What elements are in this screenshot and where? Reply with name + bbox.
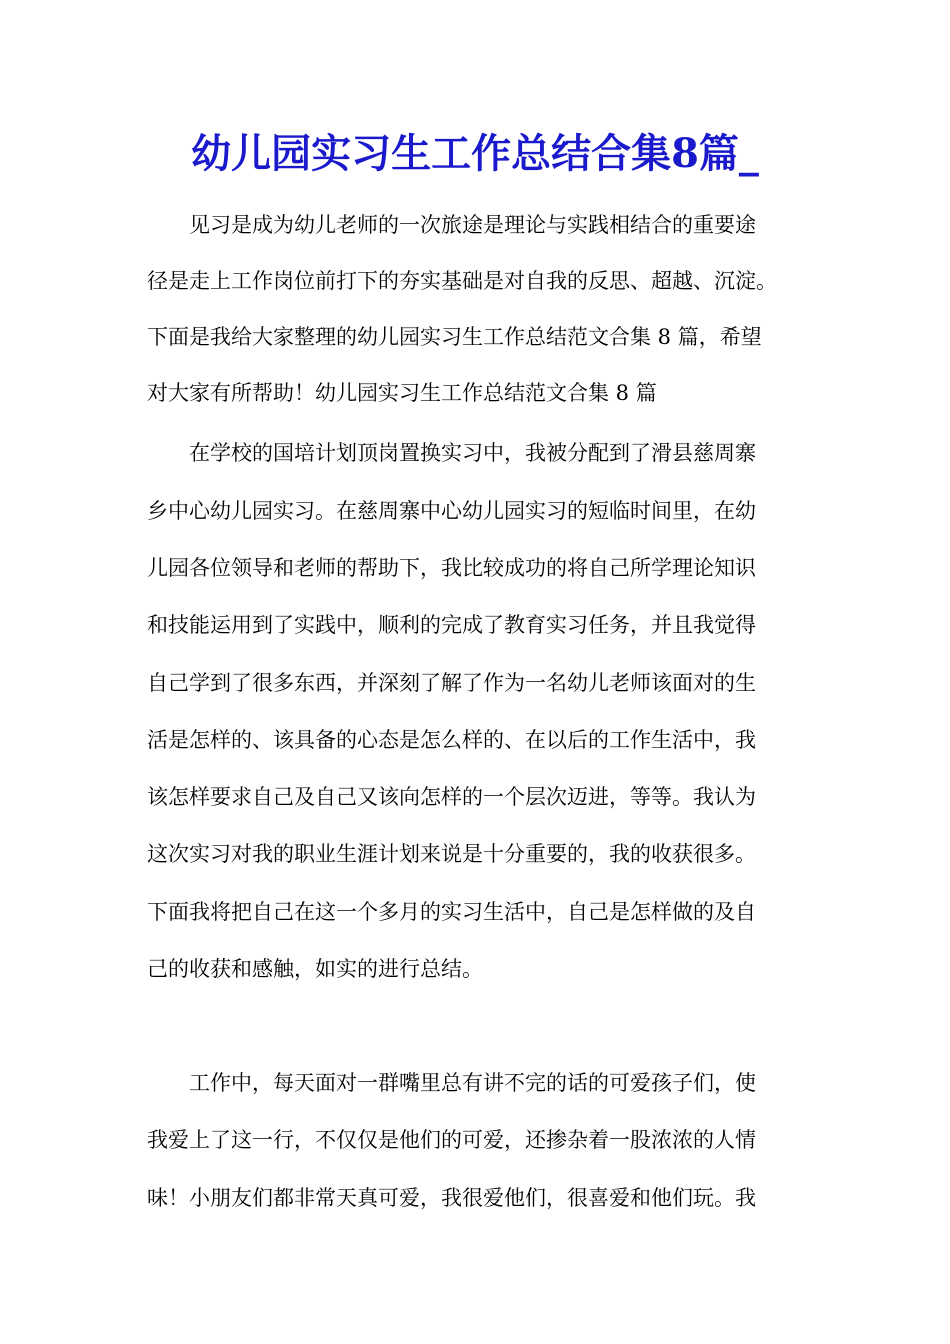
paragraph-line: 对大家有所帮助！幼儿园实习生工作总结范文合集 8 篇 — [147, 381, 657, 405]
paragraph-line: 见习是成为幼儿老师的一次旅途是理论与实践相结合的重要途 — [189, 213, 756, 237]
paragraph-line: 己的收获和感触，如实的进行总结。 — [147, 957, 483, 981]
paragraph-line: 和技能运用到了实践中，顺利的完成了教育实习任务，并且我觉得 — [147, 613, 756, 637]
paragraph-line: 下面我将把自己在这一个多月的实习生活中，自己是怎样做的及自 — [147, 900, 756, 924]
paragraph-line: 自己学到了很多东西，并深刻了解了作为一名幼儿老师该面对的生 — [147, 671, 756, 695]
paragraph-line: 在学校的国培计划顶岗置换实习中，我被分配到了滑县慈周寨 — [189, 441, 756, 465]
paragraph-line: 味！小朋友们都非常天真可爱，我很爱他们，很喜爱和他们玩。我 — [147, 1186, 756, 1210]
paragraph-line: 该怎样要求自己及自己又该向怎样的一个层次迈进，等等。我认为 — [147, 785, 756, 809]
page-title: 幼儿园实习生工作总结合集8篇_ — [191, 130, 759, 177]
paragraph-line: 这次实习对我的职业生涯计划来说是十分重要的，我的收获很多。 — [147, 842, 756, 866]
paragraph-line: 工作中，每天面对一群嘴里总有讲不完的话的可爱孩子们，使 — [189, 1071, 756, 1095]
paragraph-line: 径是走上工作岗位前打下的夯实基础是对自我的反思、超越、沉淀。 — [147, 269, 777, 293]
paragraph-line: 儿园各位领导和老师的帮助下，我比较成功的将自己所学理论知识 — [147, 556, 756, 580]
paragraph-line: 下面是我给大家整理的幼儿园实习生工作总结范文合集 8 篇，希望 — [147, 325, 762, 349]
paragraph-line: 乡中心幼儿园实习。在慈周寨中心幼儿园实习的短临时间里，在幼 — [147, 499, 756, 523]
paragraph-line: 我爱上了这一行，不仅仅是他们的可爱，还掺杂着一股浓浓的人情 — [147, 1128, 756, 1152]
paragraph-line: 活是怎样的、该具备的心态是怎么样的、在以后的工作生活中，我 — [147, 728, 756, 752]
